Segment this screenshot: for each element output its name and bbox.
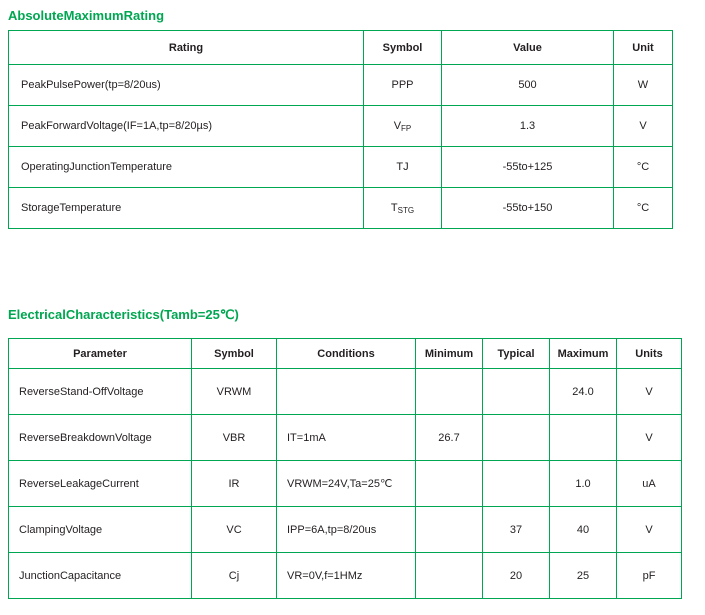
cell-parameter: ClampingVoltage: [9, 507, 192, 553]
table-header-row: [9, 31, 673, 65]
table-row: [9, 65, 673, 106]
cell-symbol: [364, 106, 442, 147]
column-header-value: Value: [442, 31, 614, 65]
column-header-rating: Rating: [9, 31, 364, 65]
cell-conditions: VR=0V,f=1HMz: [277, 553, 416, 599]
cell-value: -55to+150: [442, 188, 614, 229]
column-header-parameter: Parameter: [9, 339, 192, 369]
cell-typical: [483, 461, 550, 507]
cell-typical: 20: [483, 553, 550, 599]
cell-unit: °C: [614, 147, 673, 188]
cell-unit: °C: [614, 188, 673, 229]
cell-value: 1.3: [442, 106, 614, 147]
cell-parameter: ReverseStand-OffVoltage: [9, 369, 192, 415]
cell-symbol: [364, 65, 442, 106]
cell-symbol-sub: STG: [397, 206, 415, 215]
cell-symbol: VBR: [192, 415, 277, 461]
cell-parameter: ReverseBreakdownVoltage: [9, 415, 192, 461]
cell-symbol: VC: [192, 507, 277, 553]
cell-value: 500: [442, 65, 614, 106]
table-row: [9, 553, 682, 599]
cell-rating: PeakPulsePower(tp=8/20us): [9, 65, 364, 106]
cell-conditions: IT=1mA: [277, 415, 416, 461]
column-header-symbol: Symbol: [364, 31, 442, 65]
cell-typical: [483, 369, 550, 415]
cell-rating: OperatingJunctionTemperature: [9, 147, 364, 188]
cell-symbol-sub: FP: [401, 124, 412, 133]
cell-parameter: JunctionCapacitance: [9, 553, 192, 599]
column-header-minimum: Minimum: [416, 339, 483, 369]
cell-maximum: 40: [550, 507, 617, 553]
column-header-conditions: Conditions: [277, 339, 416, 369]
cell-conditions: IPP=6A,tp=8/20us: [277, 507, 416, 553]
cell-minimum: [416, 369, 483, 415]
cell-symbol: [364, 147, 442, 188]
cell-symbol: Cj: [192, 553, 277, 599]
cell-units: V: [617, 507, 682, 553]
table-row: [9, 461, 682, 507]
column-header-units: Units: [617, 339, 682, 369]
electrical-characteristics-title: [8, 307, 239, 323]
cell-minimum: 26.7: [416, 415, 483, 461]
electrical-characteristics-table: [8, 338, 682, 599]
cell-rating: PeakForwardVoltage(IF=1A,tp=8/20µs): [9, 106, 364, 147]
cell-conditions: VRWM=24V,Ta=25℃: [277, 461, 416, 507]
table-row: [9, 369, 682, 415]
cell-symbol: VRWM: [192, 369, 277, 415]
electrical-characteristics-title-text: ElectricalCharacteristics: [8, 307, 160, 322]
cell-maximum: 24.0: [550, 369, 617, 415]
cell-unit: W: [614, 65, 673, 106]
absolute-maximum-rating-title-text: AbsoluteMaximumRating: [8, 8, 165, 23]
electrical-characteristics-title-condition: (Tamb=25℃): [159, 307, 239, 322]
absolute-maximum-rating-table: [8, 30, 673, 229]
column-header-maximum: Maximum: [550, 339, 617, 369]
cell-units: V: [617, 369, 682, 415]
cell-conditions: [277, 369, 416, 415]
table-row: [9, 507, 682, 553]
cell-symbol-main: T: [390, 202, 398, 214]
cell-value: -55to+125: [442, 147, 614, 188]
cell-unit: V: [614, 106, 673, 147]
cell-minimum: [416, 553, 483, 599]
cell-symbol: IR: [192, 461, 277, 507]
cell-units: uA: [617, 461, 682, 507]
cell-minimum: [416, 461, 483, 507]
cell-maximum: 1.0: [550, 461, 617, 507]
cell-symbol-main: PPP: [391, 79, 414, 91]
cell-maximum: [550, 415, 617, 461]
column-header-unit: Unit: [614, 31, 673, 65]
cell-typical: [483, 415, 550, 461]
cell-symbol-main: TJ: [396, 161, 409, 173]
cell-maximum: 25: [550, 553, 617, 599]
cell-rating: StorageTemperature: [9, 188, 364, 229]
cell-minimum: [416, 507, 483, 553]
absolute-maximum-rating-title: [8, 8, 164, 23]
table-row: [9, 147, 673, 188]
table-header-row: [9, 339, 682, 369]
cell-units: pF: [617, 553, 682, 599]
table-row: [9, 188, 673, 229]
cell-parameter: ReverseLeakageCurrent: [9, 461, 192, 507]
cell-symbol: [364, 188, 442, 229]
cell-units: V: [617, 415, 682, 461]
column-header-symbol: Symbol: [192, 339, 277, 369]
table-row: [9, 415, 682, 461]
cell-symbol-main: V: [393, 120, 402, 132]
column-header-typical: Typical: [483, 339, 550, 369]
cell-typical: 37: [483, 507, 550, 553]
table-row: [9, 106, 673, 147]
